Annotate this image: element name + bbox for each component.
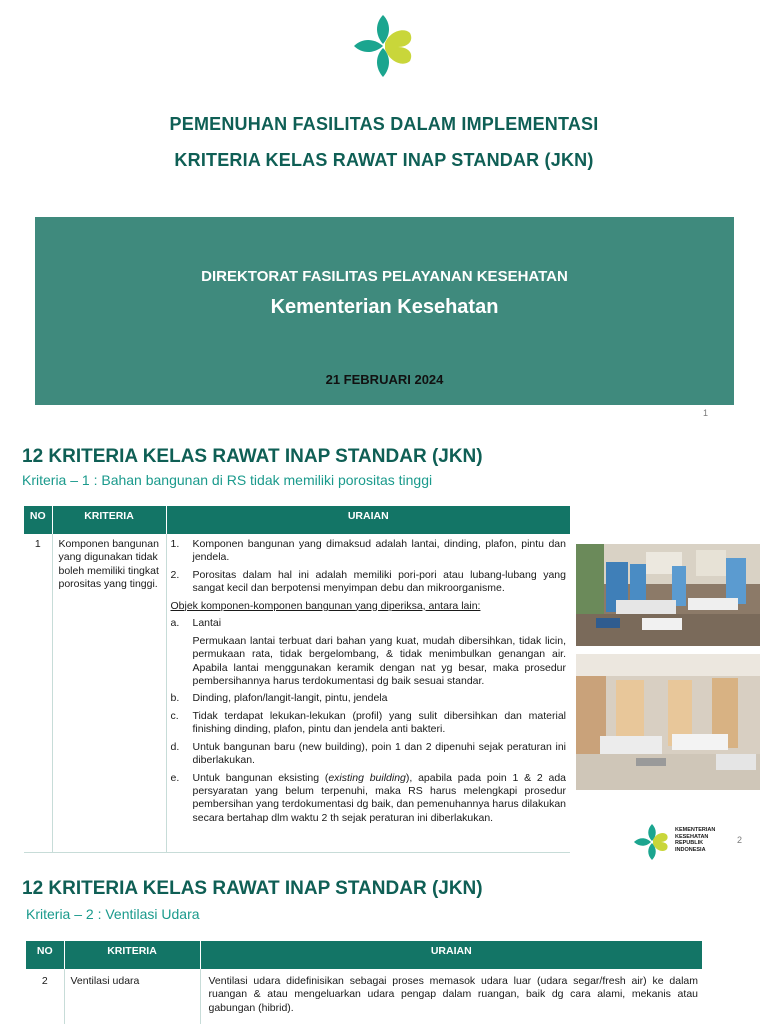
objek-heading: Objek komponen-komponen bangunan yang diperiksa, antara lain:: [170, 599, 481, 612]
list-item: c. Tidak terdapat lekukan-lekukan (profil) yang sulit dibersihkan dan material finishing dinding, plafon, pintu dan jendela anti bakteri.: [170, 709, 566, 736]
presentation-title-line1: PEMENUHAN FASILITAS DALAM IMPLEMENTASI: [169, 114, 599, 134]
cover-banner: [35, 217, 734, 405]
criteria-1-slide: [0, 430, 768, 860]
table-row: [24, 534, 570, 852]
presentation-date: 21 FEBRUARI 2024: [325, 372, 444, 387]
criteria-subheading: Kriteria – 2 : Ventilasi Udara: [26, 906, 200, 922]
ministry-name: Kementerian Kesehatan: [270, 296, 499, 318]
row-kriteria: Komponen bangunan yang digunakan tidak boleh memiliki tingkat porositas yang tinggi.: [52, 534, 166, 852]
column-header-no: NO: [26, 941, 64, 969]
slide-heading: 12 KRITERIA KELAS RAWAT INAP STANDAR (JKN): [22, 878, 483, 899]
ward-photo-1: [576, 544, 760, 646]
row-number: 1: [24, 534, 52, 852]
presentation-title-line2: KRITERIA KELAS RAWAT INAP STANDAR (JKN): [174, 150, 594, 170]
row-number: 2: [26, 969, 64, 1024]
directorate-name: DIREKTORAT FASILITAS PELAYANAN KESEHATAN: [201, 268, 568, 285]
slide-heading: 12 KRITERIA KELAS RAWAT INAP STANDAR (JKN): [22, 446, 483, 467]
row-uraian: Ventilasi udara didefinisikan sebagai proses memasok udara luar (udara segar/fresh air) ke dalam ruangan & atau mengeluarkan udara pengap dalam ruangan, baik dg cara alami, mekanis atau gabungan (hibrid).: [208, 975, 698, 1014]
criteria-table: [24, 506, 570, 853]
list-item: 2. Porositas dalam hal ini adalah memiliki pori-pori atau lubang-lubang yang sangat kecil dan berpotensi menyimpan debu dan mikroorganisme.: [170, 568, 566, 595]
criteria-table: [26, 941, 702, 1024]
page-number: 2: [737, 835, 743, 845]
criteria-2-slide: [0, 862, 768, 1024]
criteria-subheading: Kriteria – 1 : Bahan bangunan di RS tidak memiliki porositas tinggi: [22, 472, 433, 488]
list-item: a. Lantai: [170, 617, 222, 630]
column-header-kriteria: KRITERIA: [64, 941, 200, 969]
column-header-kriteria: KRITERIA: [52, 506, 166, 534]
list-item: e. Untuk bangunan eksisting (existing building), apabila pada poin 1 & 2 ada persyaratan yang belum terpenuhi, maka RS harus melengkapi prosedur pembersihan yang terdokumentasi dg baik, dan pemenuhannya harus dilakukan secara bertahap dlm waktu 2 th sejak peraturan ini diberlakukan.: [170, 771, 567, 824]
column-header-uraian: URAIAN: [200, 941, 702, 969]
ministry-logo-text: KEMENTERIAN KESEHATAN REPUBLIK INDONESIA: [675, 827, 716, 853]
column-header-uraian: URAIAN: [166, 506, 570, 534]
column-header-no: NO: [24, 506, 52, 534]
list-item: b. Dinding, plafon/langit-langit, pintu, jendela: [170, 692, 388, 705]
kemenkes-logo-icon: [352, 13, 414, 79]
table-row: [26, 969, 702, 1024]
page-number: 1: [703, 408, 709, 418]
cover-slide: [0, 0, 768, 425]
ward-photo-2: [576, 654, 760, 790]
list-item: d. Untuk bangunan baru (new building), poin 1 dan 2 dipenuhi sejak peraturan ini diberlakukan.: [170, 740, 566, 767]
lantai-detail: Permukaan lantai terbuat dari bahan yang kuat, mudah dibersihkan, tidak licin, permukaan rata, tidak bergelombang, & tidak menimbulkan genangan air. Apabila lantai menggunakan keramik dengan nat yg besar, maka prosedur pembersihannya harus terdokumentasi dg baik sesuai standar.: [192, 634, 566, 687]
row-uraian: [166, 534, 570, 852]
list-item: 1. Komponen bangunan yang dimaksud adalah lantai, dinding, plafon, pintu dan jendela.: [170, 538, 566, 564]
row-kriteria: Ventilasi udara: [64, 969, 200, 1024]
